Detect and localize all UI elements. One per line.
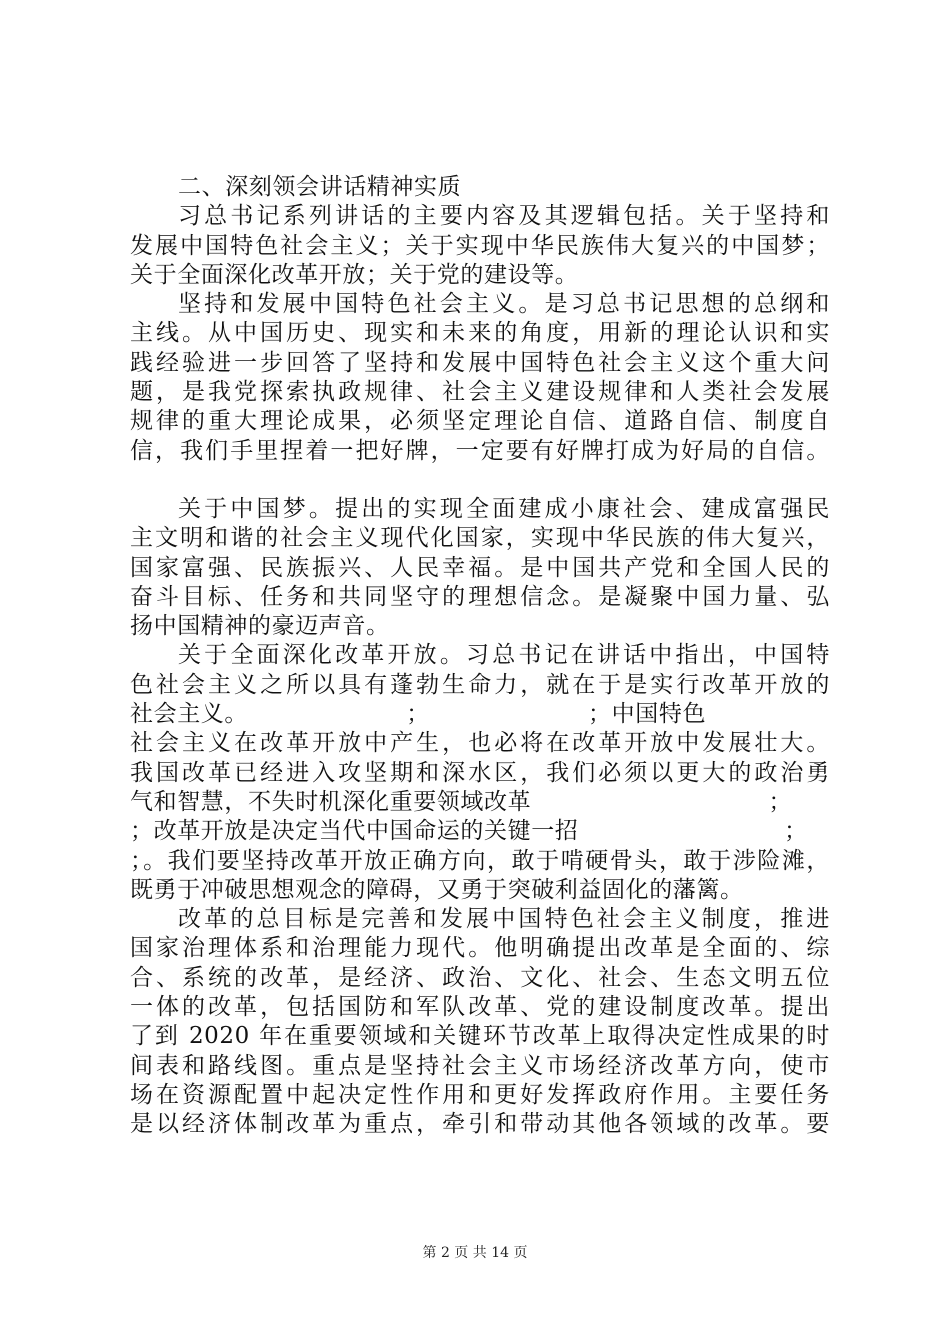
text-line: 是以经济体制改革为重点，牵引和带动其他各领域的改革。要 bbox=[130, 1111, 830, 1138]
text-line: 主线。从中国历史、现实和未来的角度，用新的理论认识和实 bbox=[130, 320, 830, 347]
text-line: 关于中国梦。提出的实现全面建成小康社会、建成富强民 bbox=[178, 495, 830, 522]
text-line: 气和智慧，不失时机深化重要领域改革 ； bbox=[130, 788, 793, 815]
text-line: 习总书记系列讲话的主要内容及其逻辑包括。关于坚持和 bbox=[178, 203, 830, 230]
page-footer bbox=[0, 1242, 950, 1262]
text-line: 合、系统的改革，是经济、政治、文化、社会、生态文明五位 bbox=[130, 964, 830, 991]
text-line: 场在资源配置中起决定性作用和更好发挥政府作用。主要任务 bbox=[130, 1081, 830, 1108]
text-line: 主文明和谐的社会主义现代化国家，实现中华民族的伟大复兴， bbox=[130, 525, 830, 552]
text-line: 色社会主义之所以具有蓬勃生命力，就在于是实行改革开放的 bbox=[130, 671, 830, 698]
text-line: 发展中国特色社会主义；关于实现中华民族伟大复兴的中国梦； bbox=[130, 232, 830, 259]
text-line: 社会主义在改革开放中产生，也必将在改革开放中发展壮大。 bbox=[130, 730, 830, 757]
text-line: 规律的重大理论成果，必须坚定理论自信、道路自信、制度自 bbox=[130, 408, 830, 435]
document-body bbox=[130, 173, 830, 1140]
text-line: 扬中国精神的豪迈声音。 bbox=[130, 613, 390, 640]
text-line: 关于全面深化改革开放；关于党的建设等。 bbox=[130, 261, 579, 288]
text-line: ；。我们要坚持改革开放正确方向，敢于啃硬骨头，敢于涉险滩， bbox=[130, 847, 830, 874]
text-line: 关于全面深化改革开放。习总书记在讲话中指出，中国特 bbox=[178, 642, 830, 669]
text-line: 了到 2020 年在重要领域和关键环节改革上取得决定性成果的时 bbox=[130, 1023, 830, 1050]
page-number-label: 第 2 页 共 14 页 bbox=[422, 1245, 528, 1261]
text-line: 践经验进一步回答了坚持和发展中国特色社会主义这个重大问 bbox=[130, 349, 830, 376]
text-line: 间表和路线图。重点是坚持社会主义市场经济改革方向，使市 bbox=[130, 1052, 830, 1079]
text-line: 国家治理体系和治理能力现代。他明确提出改革是全面的、综 bbox=[130, 935, 830, 962]
text-line: 信，我们手里捏着一把好牌，一定要有好牌打成为好局的自信。 bbox=[130, 437, 830, 464]
text-line: 二、深刻领会讲话精神实质 bbox=[178, 174, 462, 200]
text-line: 国家富强、民族振兴、人民幸福。是中国共产党和全国人民的 bbox=[130, 554, 830, 581]
text-line: 既勇于冲破思想观念的障碍，又勇于突破利益固化的藩篱。 bbox=[130, 876, 744, 903]
text-line: 坚持和发展中国特色社会主义。是习总书记思想的总纲和 bbox=[178, 291, 830, 318]
blank-line bbox=[130, 466, 830, 495]
text-line: 一体的改革，包括国防和军队改革、党的建设制度改革。提出 bbox=[130, 994, 830, 1021]
text-line: 奋斗目标、任务和共同坚守的理想信念。是凝聚中国力量、弘 bbox=[130, 583, 830, 610]
text-line: 改革的总目标是完善和发展中国特色社会主义制度，推进 bbox=[178, 906, 830, 933]
text-line: 题，是我党探索执政规律、社会主义建设规律和人类社会发展 bbox=[130, 379, 830, 406]
text-line: 我国改革已经进入攻坚期和深水区，我们必须以更大的政治勇 bbox=[130, 759, 830, 786]
text-line: ；改革开放是决定当代中国命运的关键一招 ； bbox=[130, 818, 808, 845]
text-line: 社会主义。 ； ；中国特色 bbox=[130, 701, 707, 728]
